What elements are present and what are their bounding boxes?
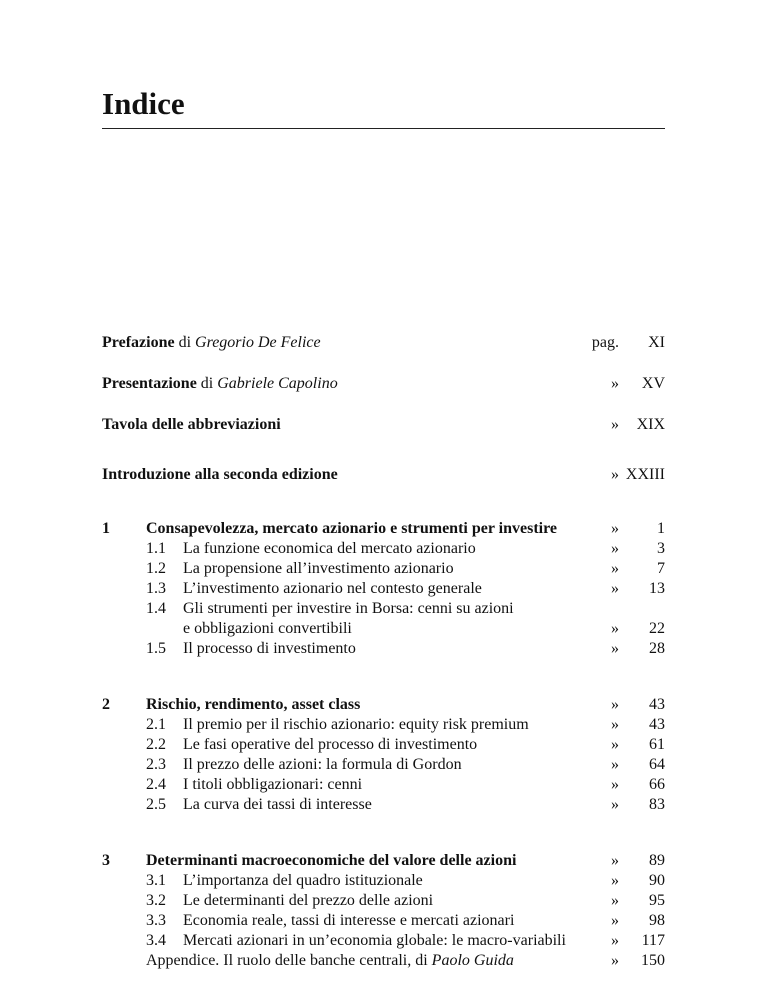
page-marker: » — [611, 932, 619, 949]
chapter-number: 1 — [102, 520, 110, 537]
section-entry[interactable] — [146, 639, 665, 659]
page-number: 1 — [657, 520, 665, 537]
section-entry[interactable] — [146, 559, 665, 579]
section-number: 1.1 — [146, 540, 166, 557]
page-title: Indice — [102, 86, 185, 121]
toc-entry-presentazione[interactable] — [102, 374, 665, 394]
page-marker: » — [611, 640, 619, 657]
page-marker: » — [611, 912, 619, 929]
page-number: 98 — [649, 912, 665, 929]
chapter-title: Consapevolezza, mercato azionario e strumenti per investire — [146, 520, 558, 537]
entry-label: Tavola delle abbreviazioni — [102, 416, 281, 433]
entry-label: Presentazione di Gabriele Capolino — [102, 375, 338, 392]
section-title: Il prezzo delle azioni: la formula di Gordon — [183, 756, 462, 773]
section-title: La curva dei tassi di interesse — [183, 796, 372, 813]
page-marker: » — [611, 375, 619, 392]
chapter-title: Rischio, rendimento, asset class — [146, 696, 361, 713]
chapter-1 — [102, 519, 665, 659]
page-number: 43 — [649, 696, 665, 713]
page-number: 83 — [649, 796, 665, 813]
section-title: L’importanza del quadro istituzionale — [183, 872, 423, 889]
page-number: 61 — [649, 736, 665, 753]
section-title-continuation: e obbligazioni convertibili — [183, 620, 352, 637]
section-entry[interactable] — [146, 599, 665, 639]
page-marker: » — [611, 416, 619, 433]
section-title: I titoli obbligazionari: cenni — [183, 776, 363, 793]
page-marker: » — [611, 872, 619, 889]
section-entry[interactable] — [146, 715, 665, 735]
section-title: Il premio per il rischio azionario: equity risk premium — [183, 716, 529, 733]
page-number: 89 — [649, 852, 665, 869]
page-marker: » — [611, 520, 619, 537]
section-number: 1.3 — [146, 580, 166, 597]
page-number: 64 — [649, 756, 665, 773]
page-marker: » — [611, 580, 619, 597]
page-marker: » — [611, 892, 619, 909]
section-entry[interactable] — [146, 735, 665, 755]
chapter-number: 3 — [102, 852, 110, 869]
chapter-title: Determinanti macroeconomiche del valore delle azioni — [146, 852, 517, 869]
title-rule — [102, 128, 665, 129]
section-number: 1.4 — [146, 600, 166, 617]
chapter-title-entry[interactable] — [146, 695, 665, 715]
section-entry[interactable] — [146, 871, 665, 891]
section-title: Il processo di investimento — [183, 640, 356, 657]
section-entry[interactable] — [146, 931, 665, 951]
page-marker: » — [611, 540, 619, 557]
page-number: XI — [648, 334, 665, 351]
page-marker: pag. — [591, 334, 619, 351]
toc-entry-abbreviazioni[interactable] — [102, 415, 665, 435]
table-of-contents — [102, 333, 665, 971]
section-title: Economia reale, tassi di interesse e mercati azionari — [183, 912, 515, 929]
page-marker: » — [611, 952, 619, 969]
section-title: Le fasi operative del processo di investimento — [183, 736, 478, 753]
page-marker: » — [611, 620, 619, 637]
page-number: XXIII — [625, 466, 665, 483]
page-number: 117 — [641, 932, 665, 949]
page-marker: » — [611, 560, 619, 577]
page-marker: » — [611, 756, 619, 773]
section-entry[interactable] — [146, 891, 665, 911]
section-number: 2.2 — [146, 736, 166, 753]
section-number: 3.1 — [146, 872, 166, 889]
section-entry[interactable] — [146, 775, 665, 795]
page-number: 95 — [649, 892, 665, 909]
page-number: 43 — [649, 716, 665, 733]
section-title: Gli strumenti per investire in Borsa: cenni su azioni — [183, 600, 514, 617]
page-number: 28 — [649, 640, 665, 657]
toc-entry-introduzione[interactable] — [102, 465, 665, 485]
section-entry[interactable] — [146, 579, 665, 599]
page-number: 7 — [657, 560, 665, 577]
appendix-label: Appendice. Il ruolo delle banche centrali, di Paolo Guida — [146, 952, 514, 969]
section-number: 2.1 — [146, 716, 166, 733]
toc-entry-prefazione[interactable] — [102, 333, 665, 353]
section-title: Le determinanti del prezzo delle azioni — [183, 892, 434, 909]
section-title: La propensione all’investimento azionario — [183, 560, 454, 577]
section-entry[interactable] — [146, 755, 665, 775]
section-number: 3.3 — [146, 912, 166, 929]
section-number: 2.5 — [146, 796, 166, 813]
entry-label: Introduzione alla seconda edizione — [102, 466, 338, 483]
section-number: 1.2 — [146, 560, 166, 577]
section-entry[interactable] — [146, 539, 665, 559]
chapter-3 — [102, 851, 665, 971]
chapter-title-entry[interactable] — [146, 851, 665, 871]
page-marker: » — [611, 776, 619, 793]
section-title: Mercati azionari in un’economia globale: le macro-variabili — [183, 932, 566, 949]
section-entry[interactable] — [146, 911, 665, 931]
section-number: 1.5 — [146, 640, 166, 657]
chapter-title-entry[interactable] — [146, 519, 665, 539]
entry-label: Prefazione di Gregorio De Felice — [102, 334, 321, 351]
page-marker: » — [611, 466, 619, 483]
section-number: 3.2 — [146, 892, 166, 909]
page-number: 90 — [649, 872, 665, 889]
page-number: XV — [641, 375, 665, 392]
appendix-entry[interactable] — [146, 951, 665, 971]
page-marker: » — [611, 716, 619, 733]
page-number: XIX — [636, 416, 665, 433]
section-title: La funzione economica del mercato azionario — [183, 540, 476, 557]
section-entry[interactable] — [146, 795, 665, 815]
chapter-2 — [102, 695, 665, 815]
section-number: 2.4 — [146, 776, 166, 793]
chapter-number: 2 — [102, 696, 110, 713]
page-marker: » — [611, 852, 619, 869]
page-number: 13 — [649, 580, 665, 597]
section-number: 3.4 — [146, 932, 166, 949]
page-number: 150 — [641, 952, 665, 969]
page-number: 66 — [649, 776, 665, 793]
section-number: 2.3 — [146, 756, 166, 773]
page-marker: » — [611, 736, 619, 753]
page-marker: » — [611, 696, 619, 713]
section-title: L’investimento azionario nel contesto generale — [183, 580, 482, 597]
page-number: 3 — [657, 540, 665, 557]
page-marker: » — [611, 796, 619, 813]
page-number: 22 — [649, 620, 665, 637]
